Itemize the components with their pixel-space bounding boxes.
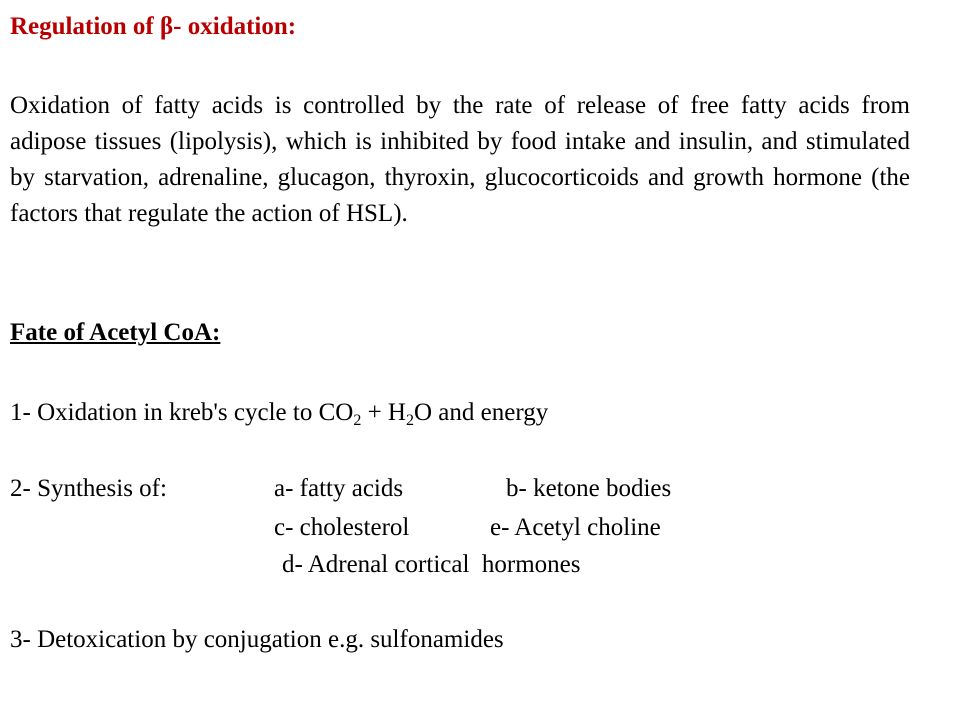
item1-subscript-co2: 2 — [353, 412, 362, 429]
synthesis-item-e: e- Acetyl choline — [490, 514, 661, 541]
slide-title: Regulation of β- oxidation: — [10, 13, 297, 40]
item1-text-b: + H — [361, 399, 406, 426]
fate-item-2-label: 2- Synthesis of: — [10, 475, 167, 502]
item1-text-a: 1- Oxidation in kreb's cycle to CO — [10, 399, 354, 426]
regulation-paragraph: Oxidation of fatty acids is controlled by the rate of release of free fatty acids from adipose tissues (lipolysis), which is inhibited by food intake and insulin, and stimulated by starvation, adrenaline, glucagon, thyroxin, glucocorticoids and growth hormone (the factors that regulate the action of HSL). — [10, 92, 910, 227]
item1-text-c: O and energy — [413, 399, 549, 426]
fate-item-3: 3- Detoxication by conjugation e.g. sulfonamides — [10, 626, 504, 653]
synthesis-item-c: c- cholesterol — [274, 514, 410, 541]
synthesis-item-b: b- ketone bodies — [506, 475, 672, 502]
fate-item-1 — [10, 398, 548, 428]
synthesis-item-a: a- fatty acids — [274, 475, 404, 502]
synthesis-item-d: d- Adrenal cortical hormones — [282, 551, 581, 578]
item1-subscript-h2o: 2 — [405, 412, 414, 429]
fate-subheading: Fate of Acetyl CoA: — [10, 319, 221, 346]
